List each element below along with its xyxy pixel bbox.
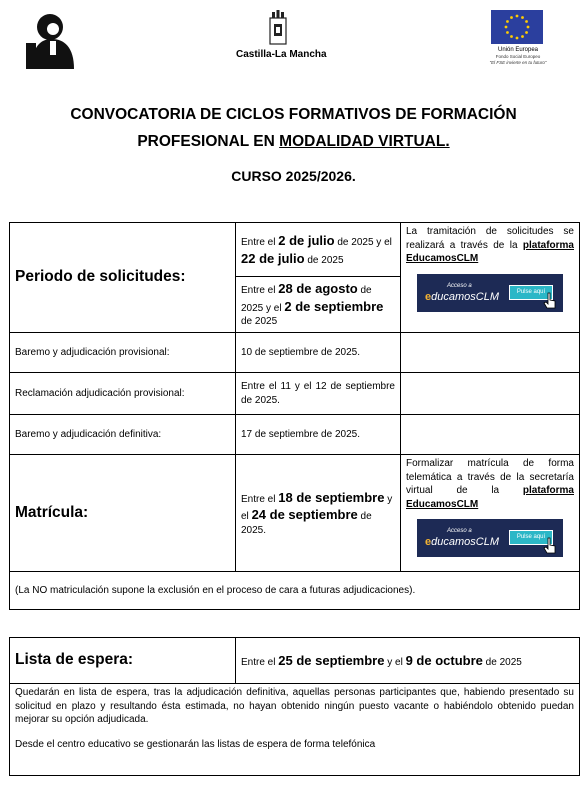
matricula-note: (La NO matriculación supone la exclusión en el proceso de cara a futuras adjudicaciones).: [10, 572, 580, 610]
eu-star-icon: [506, 20, 509, 23]
eu-star-icon: [510, 16, 513, 19]
educamos-access-button[interactable]: Acceso a educamosCLM Pulse aquí: [417, 274, 563, 312]
table-row: [10, 223, 580, 277]
eu-motto: "El FSE invierte en tu futuro": [489, 60, 547, 65]
eu-star-icon: [521, 16, 524, 19]
baremo-def-value: 17 de septiembre de 2025.: [236, 415, 401, 455]
portrait-emblem-icon: [22, 9, 82, 71]
plataforma-link[interactable]: plataforma EducamosCLM: [406, 485, 574, 510]
waiting-list-table: [9, 637, 580, 776]
periodo-label: Periodo de solicitudes:: [10, 223, 236, 333]
pulse-aqui-button[interactable]: Pulse aquí: [509, 285, 553, 300]
espera-label: Lista de espera:: [10, 638, 236, 684]
table-row: [10, 373, 580, 415]
empty-cell: [401, 415, 580, 455]
castle-crest-icon: [236, 8, 320, 48]
eu-star-icon: [510, 35, 513, 38]
eu-name: Unión Europea: [497, 47, 539, 53]
espera-paragraph: Quedarán en lista de espera, tras la adjudicación definitiva, aquellas personas participantes que, habiendo presentado su solicitud en plazo y resultando ésta estimada, no hayan obtenido ningún puesto vacante o habiéndolo obtenido puedan mejorar su opción adjudicada.: [15, 687, 574, 725]
reclamacion-label: Reclamación adjudicación provisional:: [10, 373, 236, 415]
page-title-line2: PROFESIONAL EN MODALIDAD VIRTUAL.: [137, 133, 450, 150]
eu-star-icon: [525, 20, 528, 23]
table-row: [10, 572, 580, 610]
periodo-info: La tramitación de solicitudes se realizará a través de la plataforma EducamosCLM Acceso a educamosCLM Pulse aquí: [401, 223, 580, 333]
empty-cell: [401, 373, 580, 415]
eu-star-icon: [525, 31, 528, 34]
course-year: CURSO 2025/2026.: [231, 168, 356, 184]
table-row: [10, 333, 580, 373]
matricula-label: Matrícula:: [10, 455, 236, 572]
espera-range: Entre el 25 de septiembre y el 9 de octubre de 2025: [236, 638, 580, 684]
eu-fund: Fondo Social Europeo: [495, 54, 541, 59]
eu-star-icon: [516, 37, 519, 40]
eu-star-icon: [506, 31, 509, 34]
eu-star-icon: [516, 15, 519, 18]
matricula-range: Entre el 18 de septiembre y el 24 de septiembre de 2025.: [236, 455, 401, 572]
espera-phone-note: Desde el centro educativo se gestionarán las listas de espera de forma telefónica: [15, 738, 376, 750]
plataforma-link[interactable]: plataforma EducamosCLM: [406, 239, 574, 264]
table-row: [10, 638, 580, 684]
eu-flag-icon: [491, 10, 543, 44]
hand-pointer-icon: [543, 537, 557, 555]
table-row: [10, 684, 580, 776]
eu-star-icon: [521, 35, 524, 38]
eu-star-icon: [527, 26, 530, 29]
empty-cell: [401, 333, 580, 373]
schedule-table: [9, 222, 580, 610]
pulse-aqui-button[interactable]: Pulse aquí: [509, 530, 553, 545]
hand-pointer-icon: [543, 292, 557, 310]
matricula-info: Formalizar matrícula de forma telemática a través de la secretaría virtual de la plataforma EducamosCLM Acceso a educamosCLM Pulse aquí: [401, 455, 580, 572]
baremo-def-label: Baremo y adjudicación definitiva:: [10, 415, 236, 455]
reclamacion-value: Entre el 11 y el 12 de septiembre de 2025.: [236, 373, 401, 415]
eu-logo: [480, 8, 556, 68]
baremo-prov-value: 10 de septiembre de 2025.: [236, 333, 401, 373]
page-title-line1: CONVOCATORIA DE CICLOS FORMATIVOS DE FORMACIÓN: [70, 106, 517, 123]
castilla-la-mancha-logo: [236, 8, 327, 66]
periodo-range-2: Entre el 28 de agosto de 2025 y el 2 de septiembre de 2025: [236, 277, 401, 333]
castilla-la-mancha-text: Castilla-La Mancha: [236, 49, 327, 60]
educamos-access-button[interactable]: Acceso a educamosCLM Pulse aquí: [417, 519, 563, 557]
periodo-range-1: Entre el 2 de julio de 2025 y el 22 de julio de 2025: [236, 223, 401, 277]
eu-star-icon: [505, 26, 508, 29]
baremo-prov-label: Baremo y adjudicación provisional:: [10, 333, 236, 373]
table-row: [10, 415, 580, 455]
table-row: [10, 455, 580, 572]
espera-details: [10, 684, 580, 776]
